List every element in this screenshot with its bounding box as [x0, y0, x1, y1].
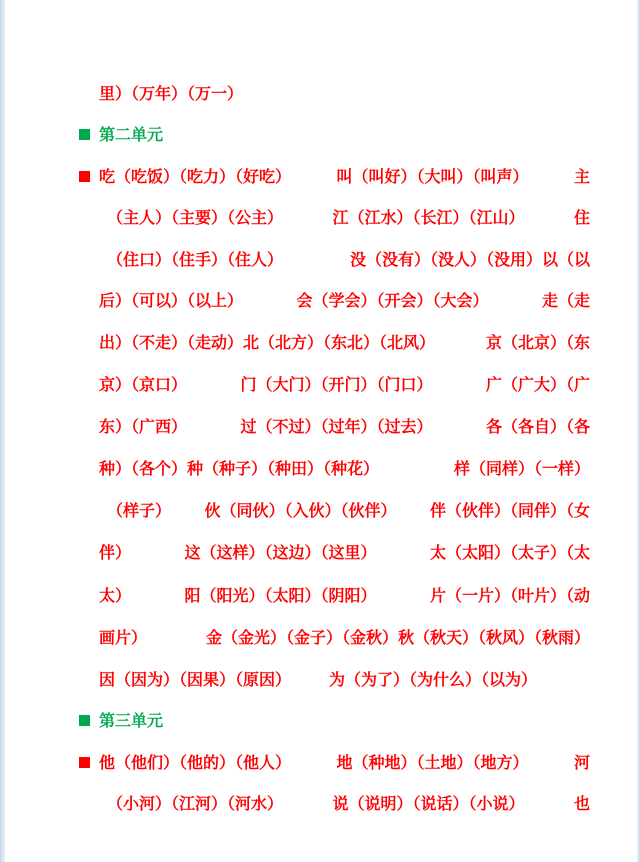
text-segment: （小河）（江河）（河水） [107, 794, 284, 813]
text-segment: 吃（吃饭）（吃力）（好吃） [99, 167, 292, 186]
text-segment: 这（这样）（这边）（这里） [184, 543, 377, 562]
text-segment: 他（他们）（他的）（他人） [99, 753, 292, 772]
section-heading [0, 701, 640, 741]
text-segment: 画片） [99, 628, 148, 647]
text-segment: 伴） [99, 543, 132, 562]
bullet-square-icon [79, 715, 90, 726]
text-segment: 京）（京口） [99, 375, 188, 394]
document-line [0, 323, 640, 363]
document-line [0, 618, 640, 658]
text-segment: 太） [99, 586, 132, 605]
text-segment: 太（太阳）（太子）（太 [429, 543, 590, 562]
document-line [0, 576, 640, 616]
text-segment: 因（因为）（因果）（原因） [99, 670, 292, 689]
text-segment: 也 [573, 794, 590, 813]
text-segment: 叫（叫好）（大叫）（叫声） [336, 167, 529, 186]
text-segment: 门（大门）（开门）（门口） [240, 375, 433, 394]
text-segment: 江（江水）（长江）（江山） [332, 208, 525, 227]
document-line [0, 660, 640, 700]
heading-text: 第二单元 [99, 125, 164, 144]
text-segment: 样（同样）（一样） [453, 459, 590, 478]
text-segment: 伙（同伙）（入伙）（伙伴） [204, 501, 397, 520]
bullet-square-icon [79, 171, 90, 182]
heading-text: 第三单元 [99, 711, 164, 730]
text-segment: （样子） [107, 501, 172, 520]
document-line [0, 449, 640, 489]
bullet-square-icon [79, 757, 90, 768]
document-line [0, 407, 640, 447]
text-segment: 为（为了）（为什么）（以为） [329, 670, 538, 689]
text-segment: （住口）（住手）（住人） [107, 250, 284, 269]
text-segment: 各（各自）（各 [485, 417, 590, 436]
text-segment: 京（北京）（东 [485, 333, 590, 352]
text-segment: 东）（广西） [99, 417, 188, 436]
text-segment: 过（不过）（过年）（过去） [240, 417, 433, 436]
text-segment: 后）（可以）（以上） [99, 291, 244, 310]
document-line [0, 533, 640, 573]
text-segment: 住 [573, 208, 590, 227]
document-line [0, 743, 640, 783]
text-segment: 金（金光）（金子）（金秋）秋（秋天）（秋风）（秋雨） [205, 628, 590, 647]
document-line [0, 157, 640, 197]
text-segment: 会（学会）（开会）（大会） [296, 291, 489, 310]
bullet-square-icon [79, 129, 90, 140]
text-segment: 里）（万年）（万一） [99, 84, 244, 103]
text-segment: 阳（阳光）（太阳）（阴阳） [184, 586, 377, 605]
document-line [0, 198, 640, 238]
text-segment: 主 [573, 167, 590, 186]
text-segment: 伴（伙伴）（同伴）（女 [429, 501, 590, 520]
text-segment: 种）（各个）种（种子）（种田）（种花） [99, 459, 380, 478]
text-segment: 广（广大）（广 [485, 375, 590, 394]
document-line [0, 784, 640, 824]
document-line [0, 365, 640, 405]
document-line [0, 281, 640, 321]
text-segment: （主人）（主要）（公主） [107, 208, 284, 227]
section-heading [0, 115, 640, 155]
text-segment: 片（一片）（叶片）（动 [429, 586, 590, 605]
document-line [0, 491, 640, 531]
text-segment: 地（种地）（土地）（地方） [336, 753, 529, 772]
document-line [0, 240, 640, 280]
text-segment: 说（说明）（说话）（小说） [332, 794, 525, 813]
text-segment: 走（走 [541, 291, 590, 310]
text-segment: 没（没有）（没人）（没用）以（以 [349, 250, 590, 269]
text-segment: 出）（不走）（走动）北（北方）（东北）（北风） [99, 333, 436, 352]
text-segment: 河 [573, 753, 590, 772]
document-line [0, 74, 640, 114]
